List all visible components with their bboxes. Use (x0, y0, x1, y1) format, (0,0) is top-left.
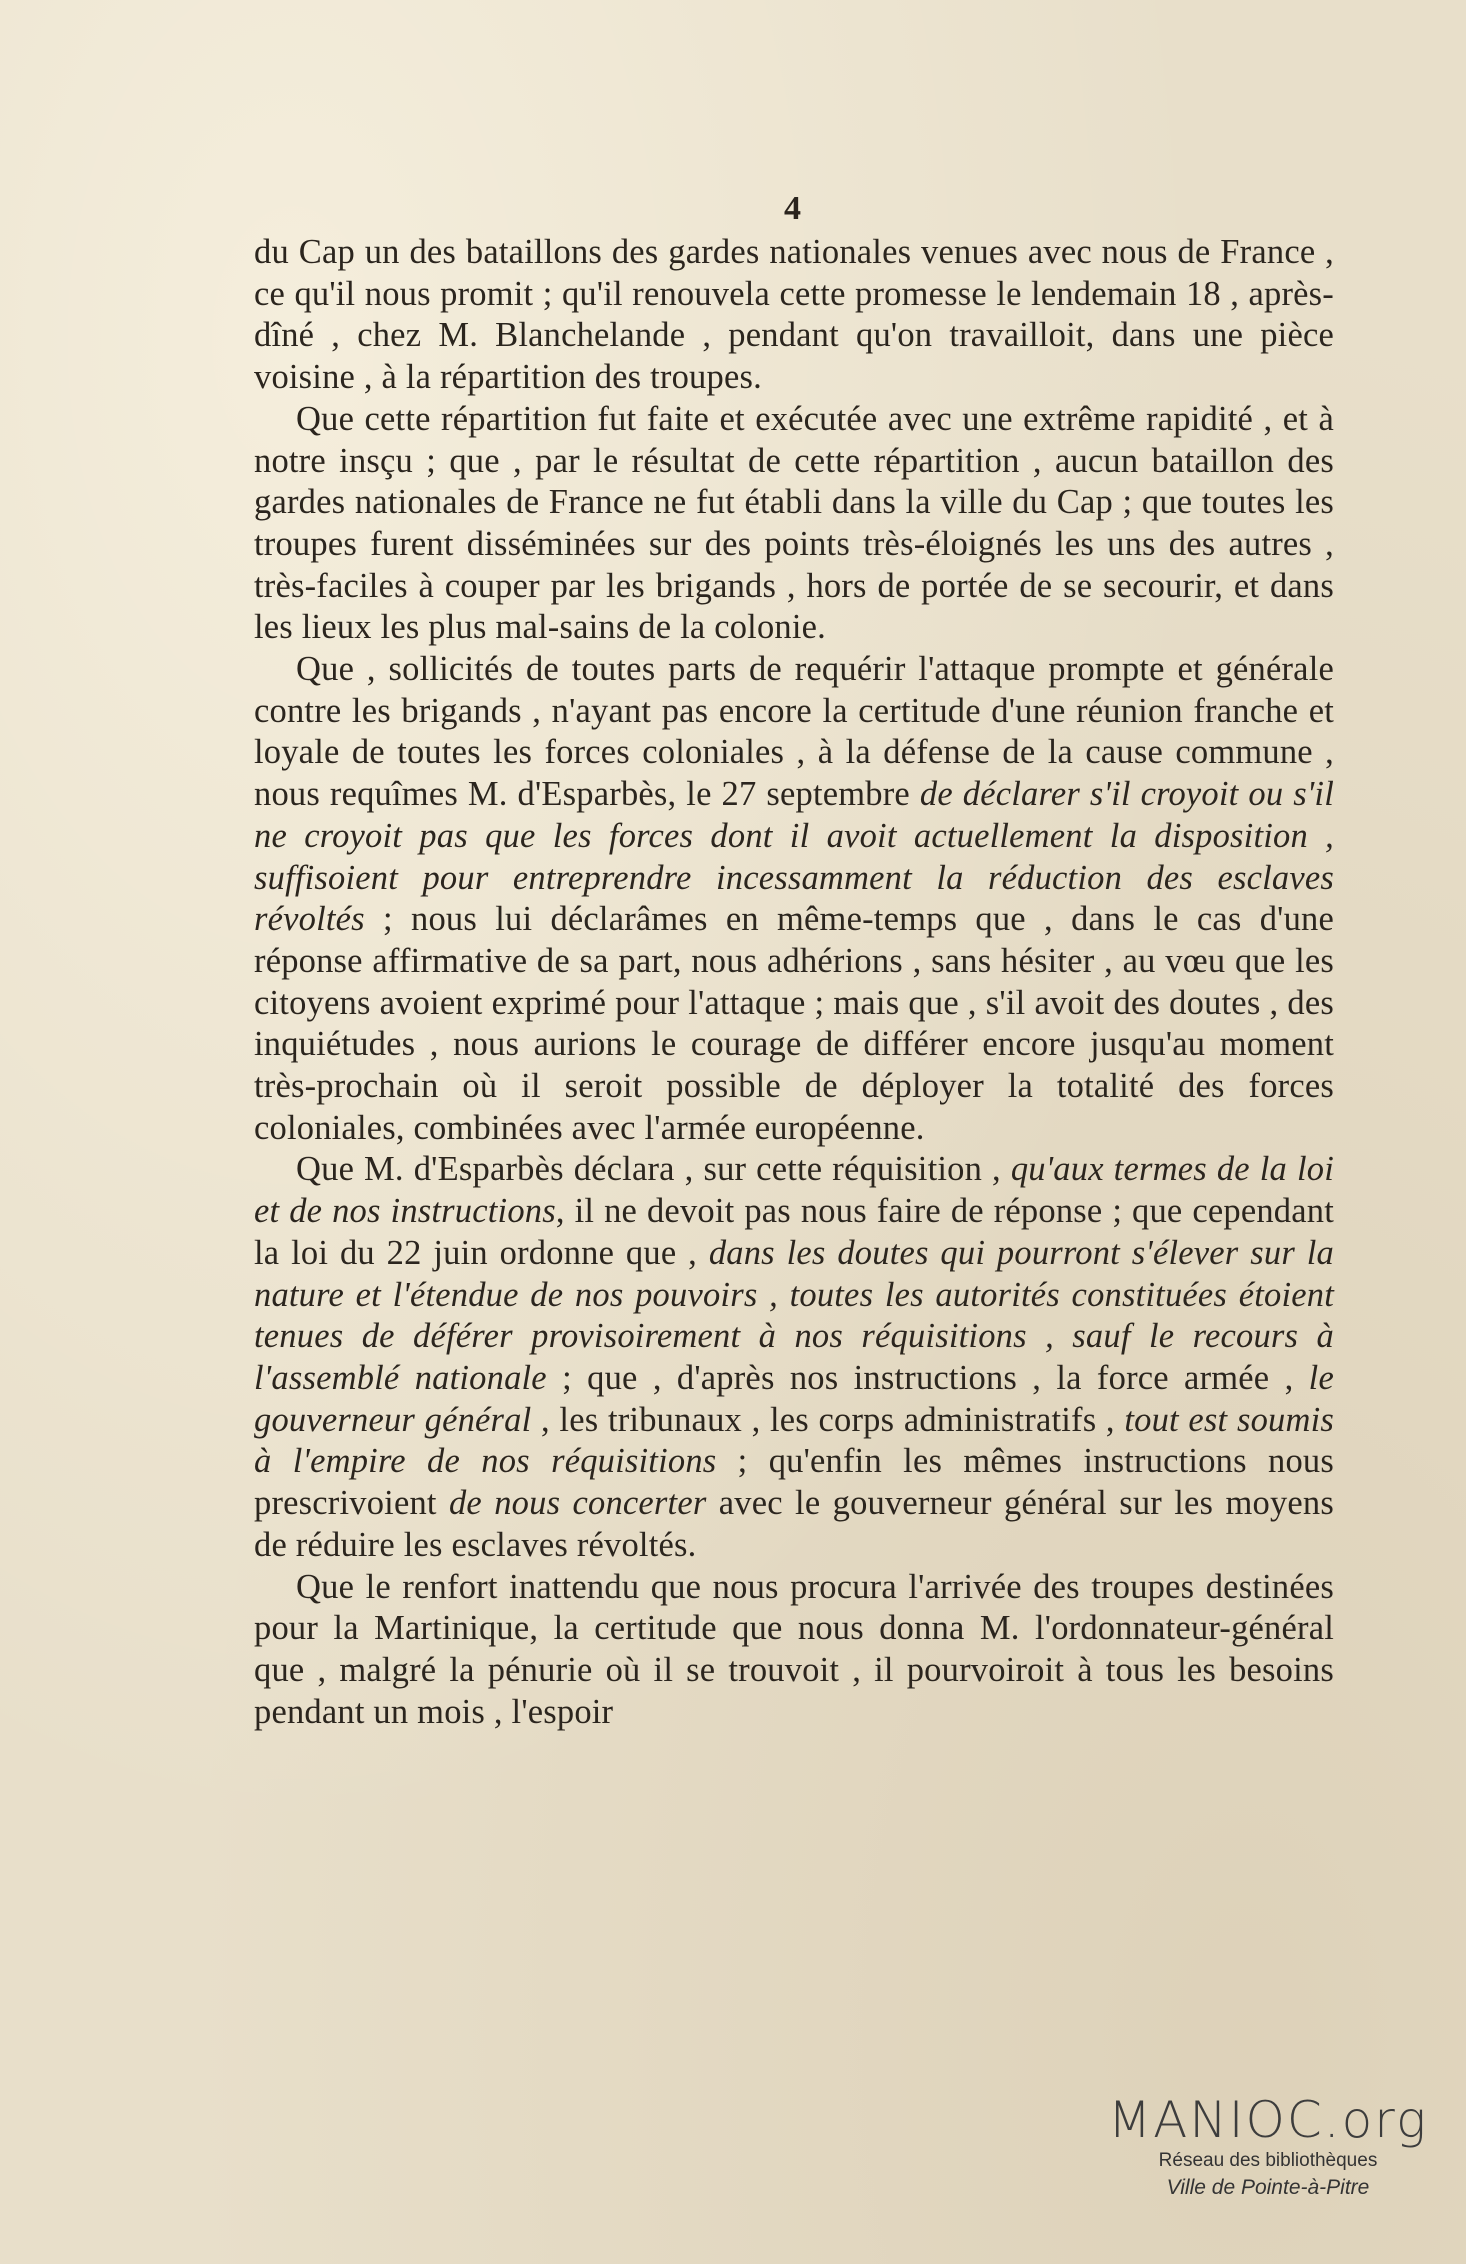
paragraph (254, 649, 1334, 1149)
watermark-location: Ville de Pointe-à-Pitre (1166, 2176, 1370, 2199)
text-segment: Que cette répartition fut faite et exécutée avec une extrême rapidité , et à notre insçu ; que , par le résultat de cette répartition , aucun bataillon des gardes nationales de France ne fut établi dans la ville du Cap ; que toutes les troupes furent disséminées sur des points très-éloignés les uns des autres , très-faciles à couper par les brigands , hors de portée de se secourir, et dans les lieux les plus mal-sains de la colonie. (254, 399, 1334, 647)
italic-text-segment: de nous concerter (448, 1484, 707, 1523)
italic-text-segment: de déclarer s'il croyoit ou s'il ne croyoit pas que les forces dont il avoit actuellement la disposition , suffisoient pour entreprendre incessamment la réduction des esclaves révoltés (254, 775, 1334, 939)
text-segment: ; qu'enfin les mêmes instructions nous prescrivoient (254, 1442, 1334, 1523)
body-text (254, 232, 1334, 1733)
paragraph (254, 1149, 1334, 1566)
italic-text-segment: dans les doutes qui pourront s'élever sur la nature et l'étendue de nos pouvoirs , toutes les autorités constituées étoient tenues de déférer provisoirement à nos réquisitions , sauf le recours à l'assemblé nationale (254, 1233, 1334, 1397)
watermark-title: MANIOC.org (1108, 2091, 1428, 2149)
paragraph (254, 399, 1334, 649)
text-segment: Que le renfort inattendu que nous procura l'arrivée des troupes destinées pour la Martinique, la certitude que nous donna M. l'ordonnateur-général que , malgré la pénurie où il se trouvoit , il pourvoiroit à tous les besoins pendant un mois , l'espoir (254, 1567, 1334, 1731)
text-segment: avec le gouverneur général sur les moyens de réduire les esclaves révoltés. (254, 1484, 1334, 1564)
text-segment: , les tribunaux , les corps administratifs , (531, 1400, 1125, 1439)
page-number: 4 (784, 190, 801, 227)
paragraph (254, 232, 1334, 399)
manioc-watermark (1098, 2092, 1438, 2202)
italic-text-segment: le gouverneur général (254, 1358, 1334, 1439)
text-segment: , il ne devoit pas nous faire de réponse ; que cependant la loi du 22 juin ordonne que , (254, 1192, 1335, 1272)
paragraph (254, 1567, 1334, 1734)
watermark-subtitle: Réseau des bibliothèques (1158, 2150, 1378, 2171)
text-segment: Que , sollicités de toutes parts de requérir l'attaque prompte et générale contre les brigands , n'ayant pas encore la certitude d'une réunion franche et loyale de toutes les forces coloniales , à la défense de la cause commune , nous requîmes M. d'Esparbès, le 27 septembre (254, 650, 1334, 814)
text-segment: ; nous lui déclarâmes en même-temps que , dans le cas d'une réponse affirmative de sa part, nous adhérions , sans hésiter , au vœu que les citoyens avoient exprimé pour l'attaque ; mais que , s'il avoit des doutes , des inquiétudes , nous aurions le courage de différer encore jusqu'au moment très-prochain où il seroit possible de déployer la totalité des forces coloniales, combinées avec l'armée européenne. (254, 900, 1334, 1147)
text-segment: Que M. d'Esparbès déclara , sur cette réquisition , (296, 1150, 1011, 1189)
italic-text-segment: qu'aux termes de la loi et de nos instructions (254, 1150, 1334, 1231)
text-segment: du Cap un des bataillons des gardes nationales venues avec nous de France , ce qu'il nous promit ; qu'il renouvela cette promesse le lendemain 18 , après-dîné , chez M. Blanchelande , pendant qu'on travailloit, dans une pièce voisine , à la répartition des troupes. (254, 233, 1334, 397)
text-segment: ; que , d'après nos instructions , la force armée , (546, 1358, 1309, 1397)
italic-text-segment: tout est soumis à l'empire de nos réquisitions (254, 1400, 1334, 1481)
